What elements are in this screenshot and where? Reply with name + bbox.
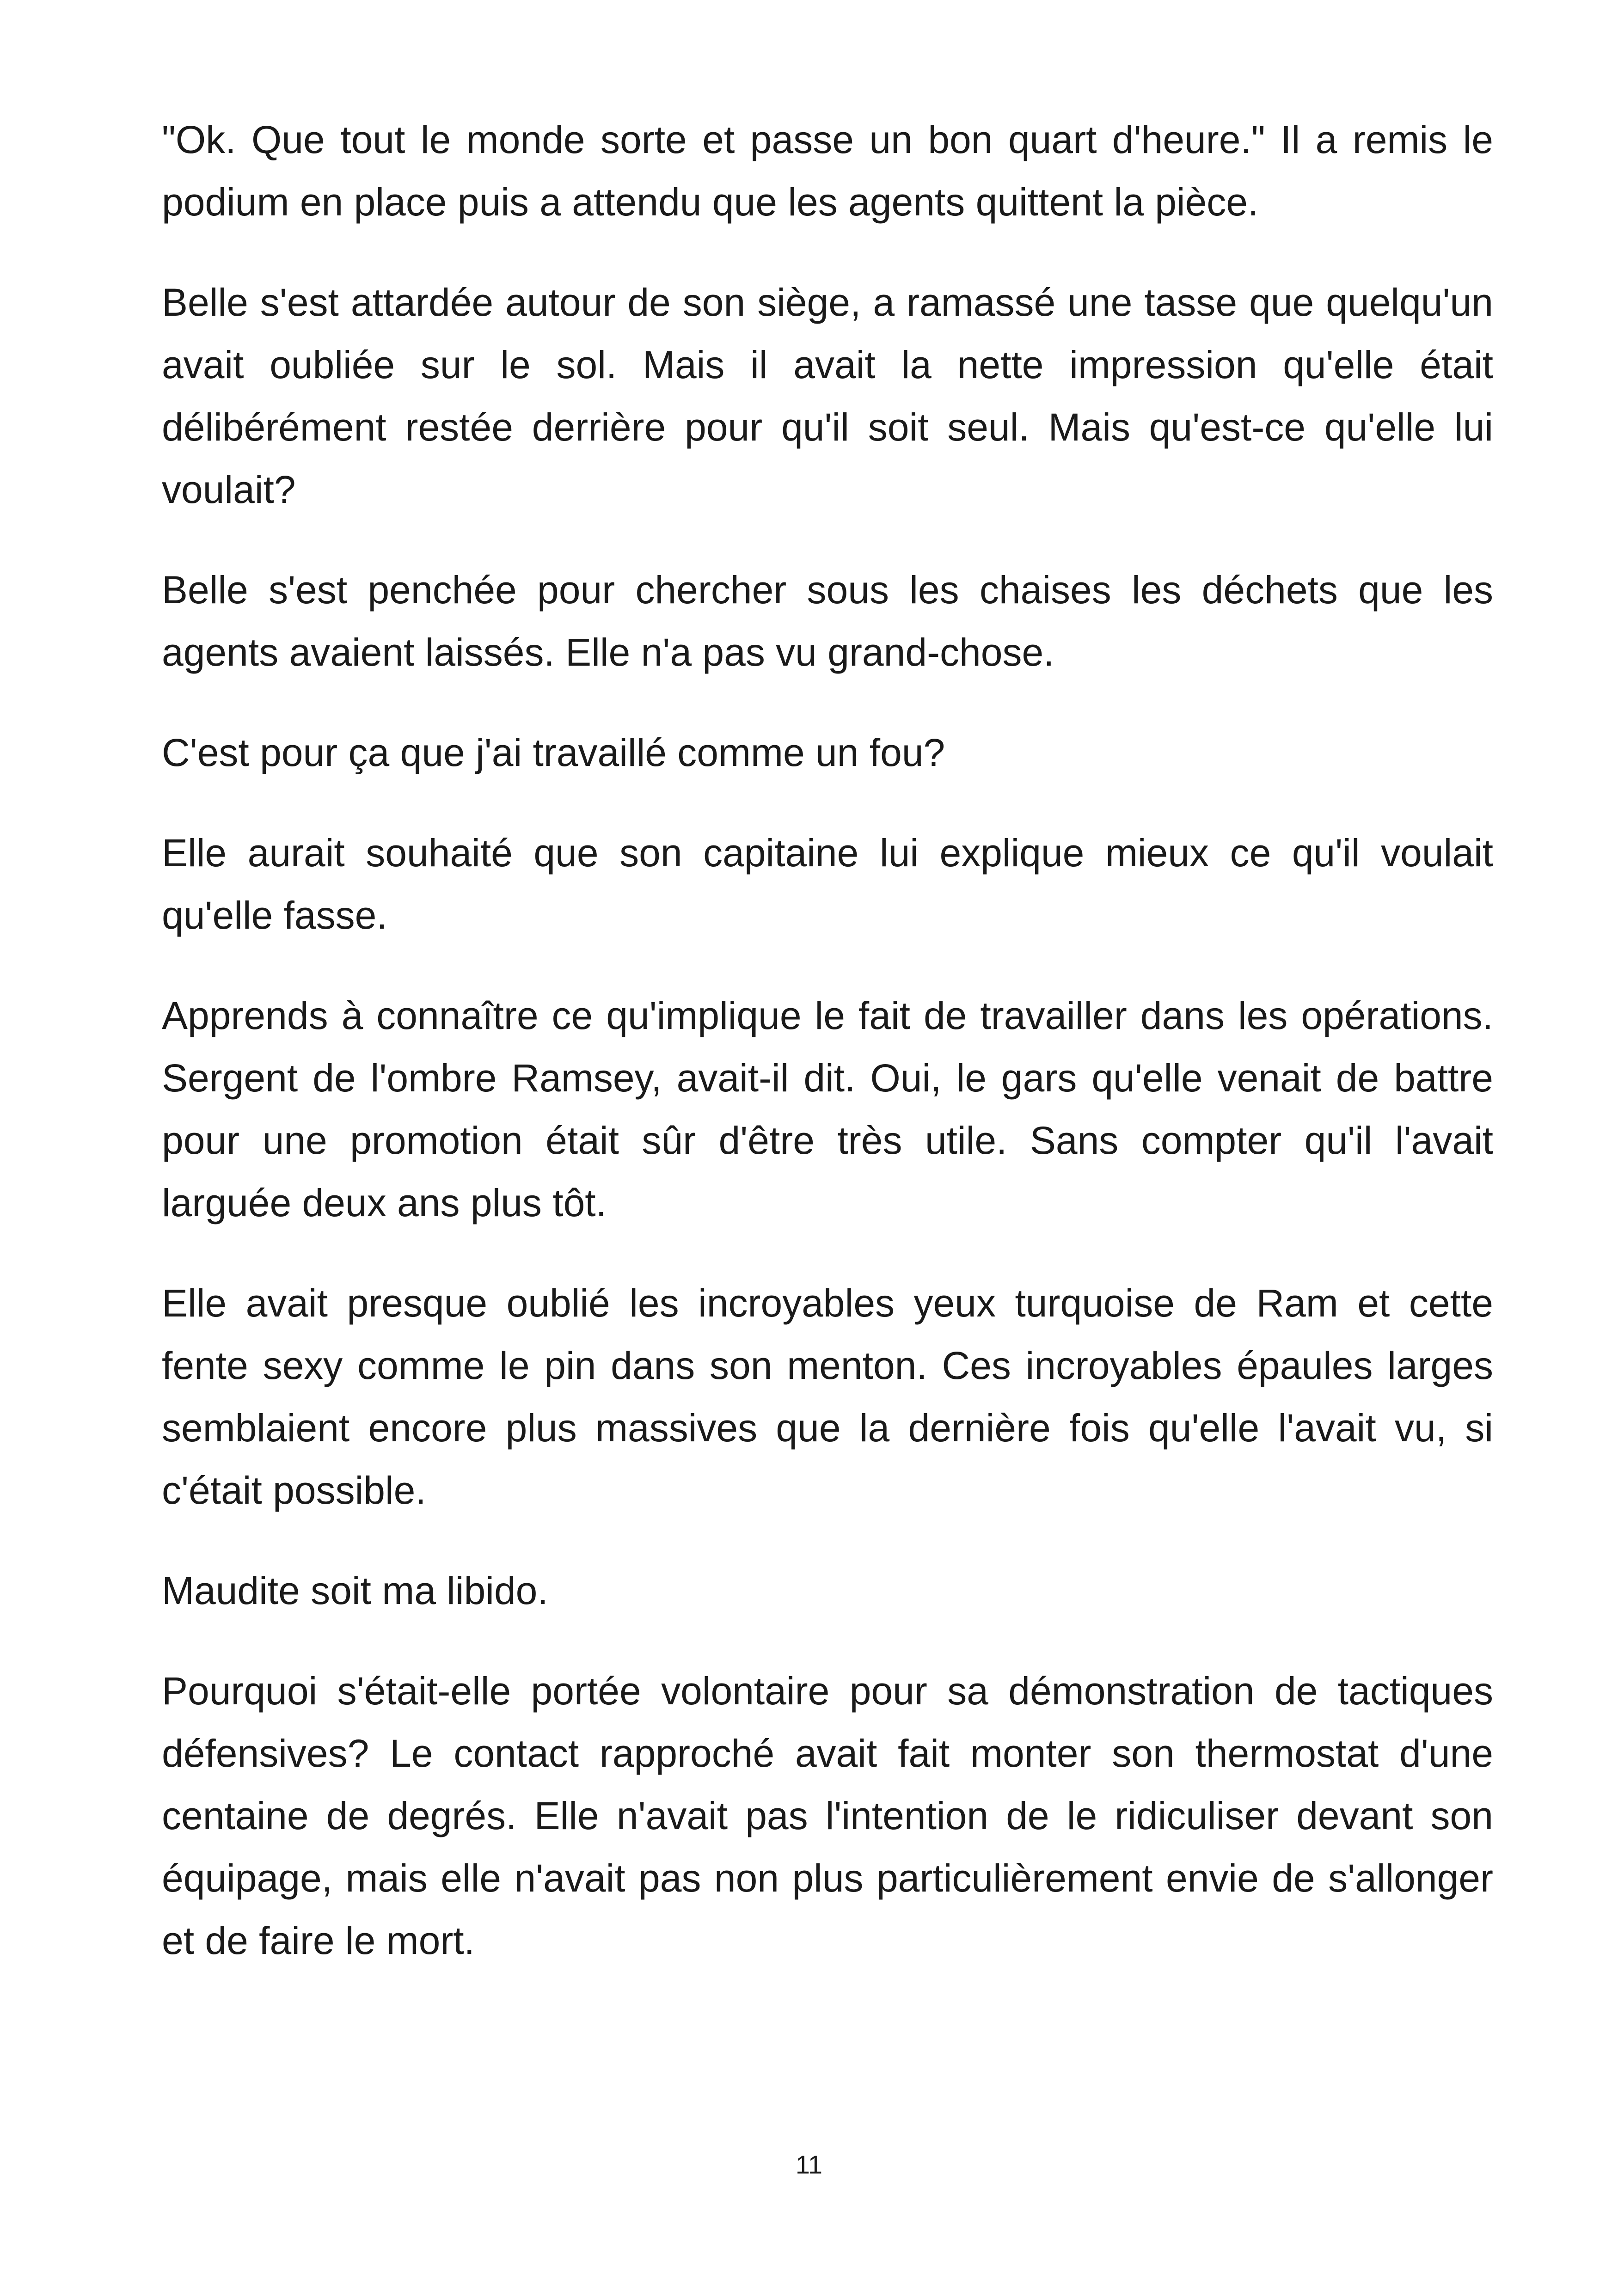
paragraph-7: Elle avait presque oublié les incroyables yeux turquoise de Ram et cette fente sexy comme le pin dans son menton. Ces incroyables épaules larges semblaient encore plus massives que la dernière fois qu'elle l'avait vu, si c'était possible. (162, 1281, 1493, 1512)
paragraph-1: "Ok. Que tout le monde sorte et passe un bon quart d'heure." Il a remis le podium en place puis a attendu que les agents quittent la pièce. (162, 118, 1493, 224)
paragraph-5: Elle aurait souhaité que son capitaine lui explique mieux ce qu'il voulait qu'elle fasse. (162, 831, 1493, 937)
body-text (162, 109, 1493, 2010)
paragraph-6: Apprends à connaître ce qu'implique le fait de travailler dans les opérations. Sergent de l'ombre Ramsey, avait-il dit. Oui, le gars qu'elle venait de battre pour une promotion était sûr d'être très utile. Sans compter qu'il l'avait larguée deux ans plus tôt. (162, 994, 1493, 1225)
paragraph-9: Pourquoi s'était-elle portée volontaire pour sa démonstration de tactiques défensives? Le contact rapproché avait fait monter son thermostat d'une centaine de degrés. Elle n'avait pas l'intention de le ridiculiser devant son équipage, mais elle n'avait pas non plus particulièrement envie de s'allonger et de faire le mort. (162, 1669, 1493, 1962)
paragraph-4: C'est pour ça que j'ai travaillé comme un fou? (162, 731, 945, 774)
paragraph-3: Belle s'est penchée pour chercher sous les chaises les déchets que les agents avaient laissés. Elle n'a pas vu grand-chose. (162, 568, 1493, 674)
paragraph-8: Maudite soit ma libido. (162, 1569, 548, 1612)
paragraph-2: Belle s'est attardée autour de son siège, a ramassé une tasse que quelqu'un avait oubliée sur le sol. Mais il avait la nette impression qu'elle était délibérément restée derrière pour qu'il soit seul. Mais qu'est-ce qu'elle lui voulait? (162, 281, 1493, 511)
page-number: 11 (795, 2150, 823, 2179)
